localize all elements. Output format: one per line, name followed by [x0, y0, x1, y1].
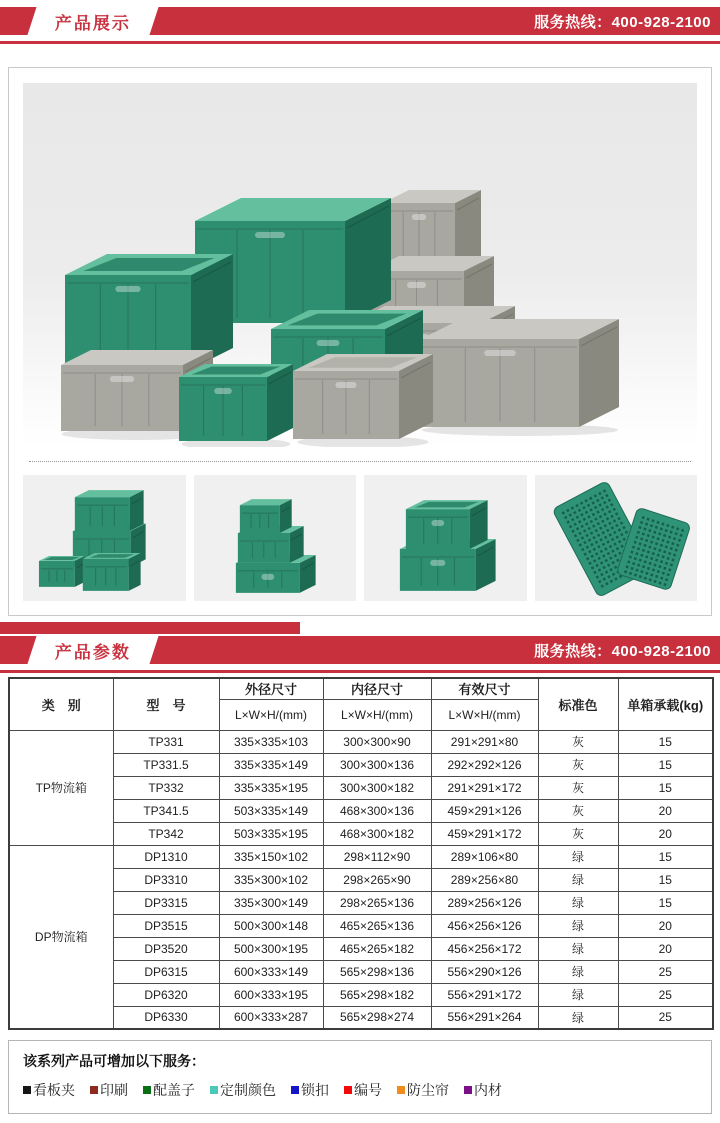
table-cell-load: 25: [618, 960, 713, 983]
table-cell-outer-dims: 500×300×148: [219, 914, 323, 937]
section-title: 产品展示: [55, 13, 131, 33]
table-cell-inner-dims: 298×265×90: [323, 868, 431, 891]
table-cell-effective-dims: 289×256×126: [431, 891, 538, 914]
table-cell-load: 15: [618, 730, 713, 753]
table-cell-load: 20: [618, 914, 713, 937]
product-display-panel: [8, 67, 712, 616]
col-header-color: 标准色: [538, 678, 618, 730]
color-square-icon: [291, 1086, 299, 1094]
table-cell-inner-dims: 465×265×136: [323, 914, 431, 937]
services-list: [23, 1080, 697, 1100]
table-cell-effective-dims: 556×291×172: [431, 983, 538, 1006]
dotted-divider: [29, 461, 691, 462]
table-cell-outer-dims: 335×335×149: [219, 753, 323, 776]
table-cell-effective-dims: 456×256×126: [431, 914, 538, 937]
table-cell-color: 绿: [538, 914, 618, 937]
section-title-tag: [27, 636, 158, 664]
table-cell-load: 15: [618, 891, 713, 914]
table-cell-model: DP3315: [113, 891, 219, 914]
table-cell-model: DP3310: [113, 868, 219, 891]
table-cell-color: 灰: [538, 776, 618, 799]
service-item: [397, 1080, 449, 1100]
service-label: 定制颜色: [220, 1082, 276, 1098]
table-row: [9, 845, 713, 868]
service-item: [291, 1080, 329, 1100]
table-cell-outer-dims: 335×335×195: [219, 776, 323, 799]
color-square-icon: [464, 1086, 472, 1094]
table-cell-model: TP331.5: [113, 753, 219, 776]
color-square-icon: [344, 1086, 352, 1094]
table-cell-load: 20: [618, 799, 713, 822]
table-cell-category: TP物流箱: [9, 730, 113, 845]
table-cell-effective-dims: 291×291×80: [431, 730, 538, 753]
service-label: 配盖子: [153, 1082, 195, 1098]
table-cell-inner-dims: 465×265×182: [323, 937, 431, 960]
table-cell-effective-dims: 289×106×80: [431, 845, 538, 868]
table-cell-color: 灰: [538, 753, 618, 776]
table-cell-inner-dims: 300×300×136: [323, 753, 431, 776]
table-cell-effective-dims: 456×256×172: [431, 937, 538, 960]
table-cell-effective-dims: 556×290×126: [431, 960, 538, 983]
table-cell-color: 灰: [538, 730, 618, 753]
table-cell-model: DP1310: [113, 845, 219, 868]
table-cell-load: 25: [618, 983, 713, 1006]
col-header-outer: 外径尺寸: [219, 678, 323, 699]
table-cell-inner-dims: 468×300×182: [323, 822, 431, 845]
table-row: [9, 730, 713, 753]
table-cell-inner-dims: 298×265×136: [323, 891, 431, 914]
table-row: [9, 776, 713, 799]
table-cell-inner-dims: 565×298×136: [323, 960, 431, 983]
section-header-product-display: [0, 0, 720, 44]
table-cell-load: 20: [618, 937, 713, 960]
table-cell-effective-dims: 459×291×126: [431, 799, 538, 822]
table-cell-outer-dims: 600×333×149: [219, 960, 323, 983]
table-cell-load: 15: [618, 776, 713, 799]
logistics-boxes-illustration: [23, 83, 697, 447]
col-subheader-dims: L×W×H/(mm): [431, 699, 538, 730]
table-cell-load: 25: [618, 1006, 713, 1029]
table-cell-color: 绿: [538, 891, 618, 914]
table-cell-outer-dims: 600×333×287: [219, 1006, 323, 1029]
service-item: [143, 1080, 195, 1100]
service-item: [23, 1080, 75, 1100]
table-cell-model: TP342: [113, 822, 219, 845]
col-header-load: 单箱承载(kg): [618, 678, 713, 730]
table-cell-effective-dims: 556×291×264: [431, 1006, 538, 1029]
color-square-icon: [397, 1086, 405, 1094]
service-item: [210, 1080, 276, 1100]
table-row: [9, 1006, 713, 1029]
color-square-icon: [90, 1086, 98, 1094]
divider-line: [0, 41, 720, 44]
spec-table-wrap: [8, 677, 712, 1030]
table-cell-outer-dims: 600×333×195: [219, 983, 323, 1006]
table-cell-model: DP6320: [113, 983, 219, 1006]
section-header-product-params: [0, 622, 720, 673]
table-row: [9, 914, 713, 937]
service-item: [344, 1080, 382, 1100]
table-cell-model: DP6315: [113, 960, 219, 983]
table-cell-outer-dims: 500×300×195: [219, 937, 323, 960]
service-item: [464, 1080, 502, 1100]
table-cell-color: 绿: [538, 960, 618, 983]
col-subheader-dims: L×W×H/(mm): [219, 699, 323, 730]
table-cell-inner-dims: 300×300×90: [323, 730, 431, 753]
table-cell-model: TP331: [113, 730, 219, 753]
table-cell-load: 15: [618, 868, 713, 891]
col-header-effective: 有效尺寸: [431, 678, 538, 699]
table-cell-effective-dims: 289×256×80: [431, 868, 538, 891]
service-label: 防尘帘: [407, 1082, 449, 1098]
thumbnail-4[interactable]: [535, 475, 698, 601]
table-cell-color: 绿: [538, 937, 618, 960]
table-cell-color: 灰: [538, 822, 618, 845]
service-hotline: 服务热线：400-928-2100: [534, 13, 711, 31]
thumbnail-3[interactable]: [364, 475, 527, 601]
table-cell-inner-dims: 565×298×274: [323, 1006, 431, 1029]
red-band: [0, 7, 720, 35]
table-cell-color: 绿: [538, 868, 618, 891]
table-cell-color: 绿: [538, 1006, 618, 1029]
table-row: [9, 799, 713, 822]
red-band: [0, 636, 720, 664]
table-cell-model: DP6330: [113, 1006, 219, 1029]
table-cell-effective-dims: 292×292×126: [431, 753, 538, 776]
table-cell-model: TP341.5: [113, 799, 219, 822]
service-label: 内材: [474, 1082, 502, 1098]
table-cell-model: TP332: [113, 776, 219, 799]
table-cell-color: 绿: [538, 983, 618, 1006]
main-product-photo: [23, 83, 697, 447]
table-row: [9, 868, 713, 891]
open-box-thumb-image: [364, 475, 527, 601]
divider-line: [0, 670, 720, 673]
extra-services-box: [8, 1040, 712, 1114]
perforated-lids-thumb-image: [535, 475, 698, 601]
table-cell-inner-dims: 565×298×182: [323, 983, 431, 1006]
table-row: [9, 983, 713, 1006]
table-cell-effective-dims: 291×291×172: [431, 776, 538, 799]
color-square-icon: [210, 1086, 218, 1094]
col-header-model: 型 号: [113, 678, 219, 730]
table-row: [9, 753, 713, 776]
spec-table: [8, 677, 714, 1030]
table-cell-outer-dims: 503×335×149: [219, 799, 323, 822]
stacked-boxes-thumb-image: [23, 475, 186, 601]
table-cell-inner-dims: 298×112×90: [323, 845, 431, 868]
col-subheader-dims: L×W×H/(mm): [323, 699, 431, 730]
table-cell-load: 15: [618, 753, 713, 776]
table-cell-color: 绿: [538, 845, 618, 868]
table-row: [9, 891, 713, 914]
color-square-icon: [143, 1086, 151, 1094]
service-label: 编号: [354, 1082, 382, 1098]
service-label: 锁扣: [301, 1082, 329, 1098]
table-cell-inner-dims: 468×300×136: [323, 799, 431, 822]
table-cell-outer-dims: 335×300×149: [219, 891, 323, 914]
table-cell-effective-dims: 459×291×172: [431, 822, 538, 845]
table-cell-outer-dims: 335×150×102: [219, 845, 323, 868]
table-row: [9, 822, 713, 845]
table-cell-model: DP3520: [113, 937, 219, 960]
decor-strip: [0, 622, 300, 634]
section-title: 产品参数: [55, 642, 131, 662]
services-title: 该系列产品可增加以下服务：: [23, 1053, 205, 1069]
table-cell-outer-dims: 503×335×195: [219, 822, 323, 845]
col-header-inner: 内径尺寸: [323, 678, 431, 699]
service-label: 印刷: [100, 1082, 128, 1098]
color-square-icon: [23, 1086, 31, 1094]
table-cell-load: 20: [618, 822, 713, 845]
service-label: 看板夹: [33, 1082, 75, 1098]
table-cell-category: DP物流箱: [9, 845, 113, 1029]
table-row: [9, 960, 713, 983]
thumbnail-1[interactable]: [23, 475, 186, 601]
service-item: [90, 1080, 128, 1100]
table-cell-load: 15: [618, 845, 713, 868]
thumbnail-2[interactable]: [194, 475, 357, 601]
table-row: [9, 937, 713, 960]
section-title-tag: [27, 7, 158, 35]
table-cell-model: DP3515: [113, 914, 219, 937]
col-header-category: 类 别: [9, 678, 113, 730]
table-cell-outer-dims: 335×300×102: [219, 868, 323, 891]
staircase-boxes-thumb-image: [194, 475, 357, 601]
service-hotline: 服务热线：400-928-2100: [534, 642, 711, 660]
table-cell-inner-dims: 300×300×182: [323, 776, 431, 799]
thumbnail-strip: [23, 475, 697, 601]
table-cell-outer-dims: 335×335×103: [219, 730, 323, 753]
table-cell-color: 灰: [538, 799, 618, 822]
